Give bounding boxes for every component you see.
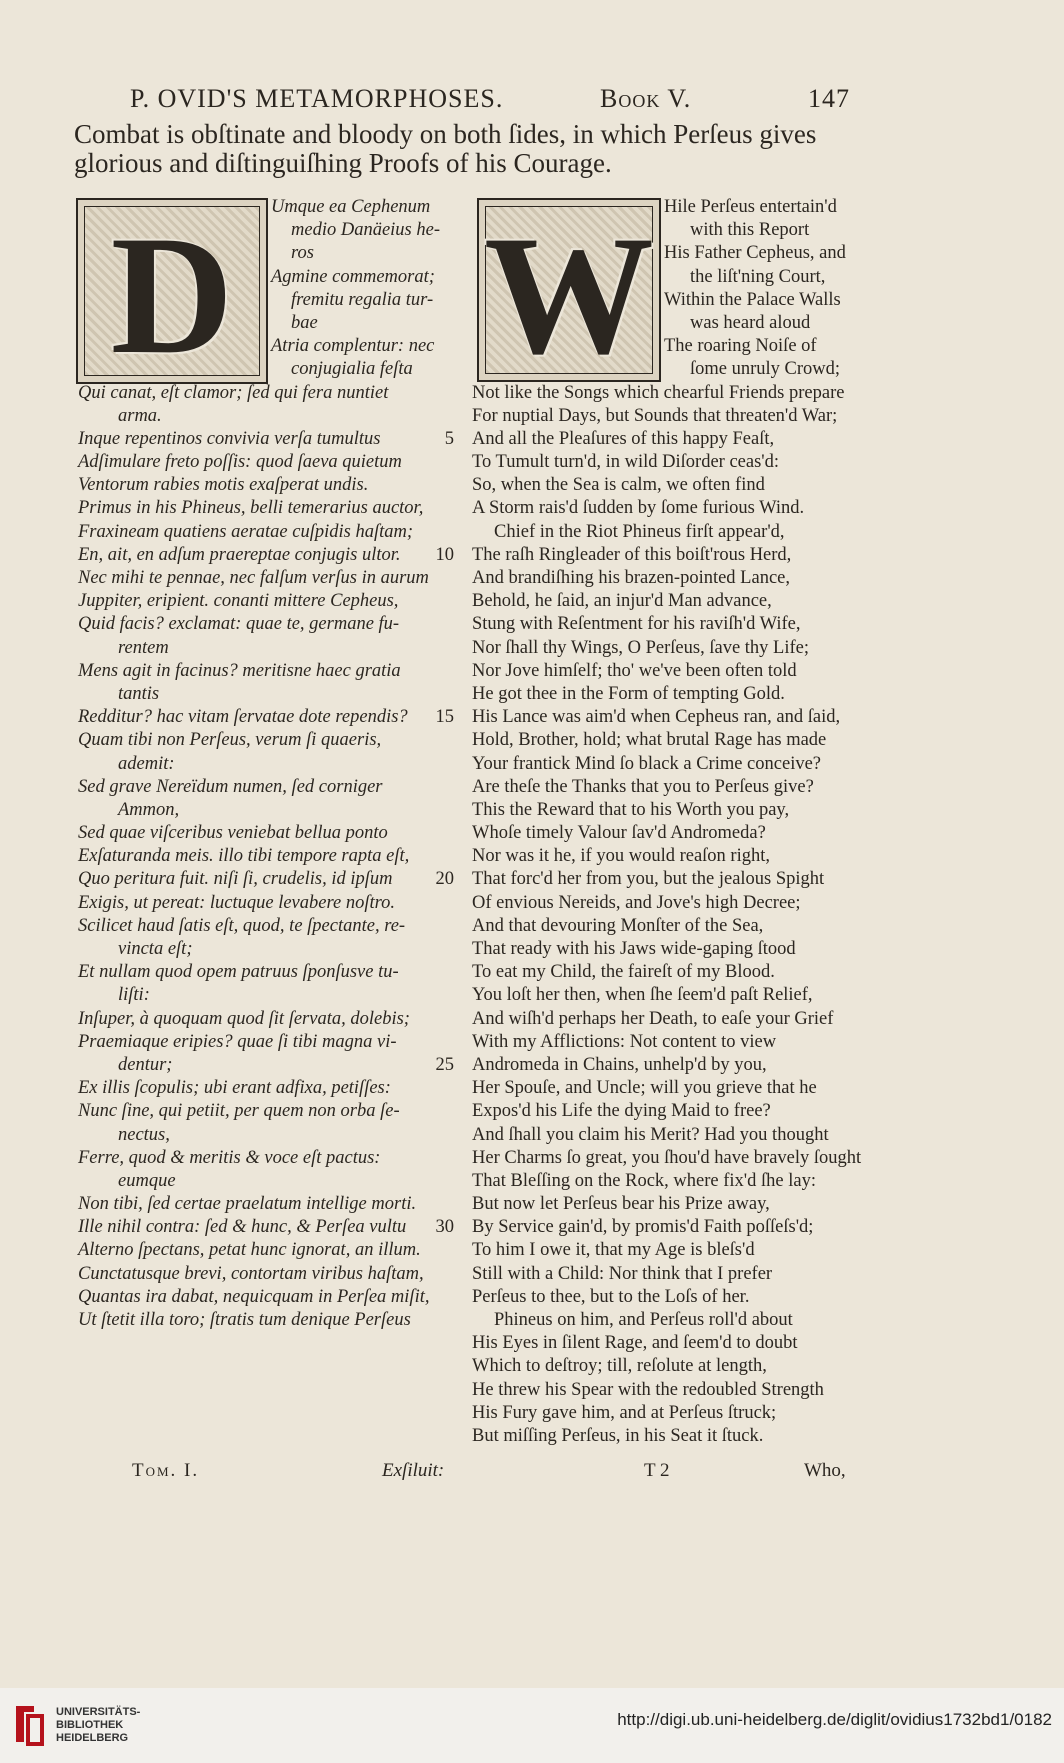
verse-line: Ille nihil contra: ſed & hunc, & Perſea vultu 30 bbox=[78, 1216, 456, 1239]
verse-line: with this Report bbox=[690, 220, 810, 241]
verse-line: Whoſe timely Valour ſav'd Andromeda? bbox=[472, 823, 766, 844]
verse-line: Nunc ſine, qui petiit, per quem non orba ſe- bbox=[78, 1101, 400, 1122]
verse-line: So, when the Sea is calm, we often find bbox=[472, 475, 765, 496]
verse-line: Behold, he ſaid, an injur'd Man advance, bbox=[472, 591, 772, 612]
library-name: UNIVERSITÄTS- BIBLIOTHEK HEIDELBERG bbox=[56, 1706, 141, 1744]
verse-line: Primus in his Phineus, belli temerarius auctor, bbox=[78, 498, 424, 519]
verse-line: Within the Palace Walls bbox=[664, 289, 841, 310]
verse-line: That Bleſſing on the Rock, where fix'd ſhe lay: bbox=[472, 1170, 816, 1191]
verse-line: Stung with Reſentment for his raviſh'd Wife, bbox=[472, 614, 801, 635]
verse-line: By Service gain'd, by promis'd Faith poſſeſs'd; bbox=[472, 1217, 814, 1238]
verse-line: To him I owe it, that my Age is bleſs'd bbox=[472, 1240, 755, 1261]
verse-line: His Eyes in ſilent Rage, and ſeem'd to doubt bbox=[472, 1333, 798, 1354]
verse-line: His Lance was aim'd when Cepheus ran, and ſaid, bbox=[472, 707, 841, 728]
verse-line: Nor Jove himſelf; tho' we've been often told bbox=[472, 660, 797, 681]
verse-line: He threw his Spear with the redoubled Strength bbox=[472, 1379, 824, 1400]
signature-mark: T 2 bbox=[644, 1460, 670, 1481]
verse-line: Hold, Brother, hold; what brutal Rage has made bbox=[472, 730, 827, 751]
verse-line: Scilicet haud ſatis eſt, quod, te ſpectante, re- bbox=[78, 915, 406, 936]
verse-line: En, ait, en adſum praereptae conjugis ultor. 10 bbox=[78, 544, 456, 567]
verse-line: The roaring Noiſe of bbox=[664, 336, 817, 357]
verse-line: Andromeda in Chains, unhelp'd by you, bbox=[472, 1054, 767, 1075]
initial-letter: W bbox=[484, 201, 654, 389]
verse-line: The raſh Ringleader of this boiſt'rous Herd, bbox=[472, 544, 792, 565]
verse-line: ademit: bbox=[118, 753, 175, 774]
verse-line: For nuptial Days, but Sounds that threaten'd War; bbox=[472, 405, 838, 426]
chapter-argument: Combat is obſtinate and bloody on both ſides, in which Perſeus gives glorious and diſtinguiſhing Proofs of his Courage. bbox=[74, 119, 817, 178]
library-logo-icon bbox=[12, 1702, 46, 1748]
verse-line: nectus, bbox=[118, 1124, 170, 1145]
verse-line: fremitu regalia tur- bbox=[291, 289, 434, 310]
verse-line: Non tibi, ſed certae praelatum intellige morti. bbox=[78, 1194, 417, 1215]
verse-line: Fraxineam quatiens aeratae cuſpidis haſtam; bbox=[78, 521, 414, 542]
verse-line: Quam tibi non Perſeus, verum ſi quaeris, bbox=[78, 730, 382, 751]
verse-line: Adſimulare freto poſſis: quod ſaeva quietum bbox=[78, 452, 402, 473]
verse-line: Quo peritura fuit. niſi ſi, crudelis, id ipſum 20 bbox=[78, 868, 456, 891]
verse-line: rentem bbox=[118, 637, 169, 658]
running-header bbox=[130, 84, 850, 114]
line-number: 10 bbox=[435, 544, 454, 565]
verse-line: Nec mihi te pennae, nec falſum verſus in aurum bbox=[78, 568, 429, 588]
verse-line: Expos'd his Life the dying Maid to free? bbox=[472, 1101, 771, 1122]
verse-line: His Father Cepheus, and bbox=[664, 243, 846, 264]
verse-line: Umque ea Cephenum bbox=[271, 197, 431, 217]
line-number: 20 bbox=[435, 869, 454, 890]
verse-line: Praemiaque eripies? quae ſi tibi magna vi- bbox=[78, 1031, 397, 1052]
verse-line: Of envious Nereids, and Jove's high Decree; bbox=[472, 892, 801, 913]
verse-line: Are theſe the Thanks that you to Perſeus give? bbox=[472, 776, 814, 797]
book-label: Book V. bbox=[600, 84, 692, 113]
catchword-latin: Exſiluit: bbox=[382, 1460, 445, 1481]
english-text-column bbox=[472, 196, 862, 1448]
verse-line: Hile Perſeus entertain'd bbox=[664, 197, 837, 217]
line-number: 25 bbox=[435, 1054, 454, 1075]
verse-line: Not like the Songs which chearful Friends prepare bbox=[472, 382, 845, 403]
verse-line: Ferre, quod & meritis & voce eſt pactus: bbox=[78, 1147, 381, 1168]
verse-line: Her Charms ſo great, you ſhou'd have bravely ſought bbox=[472, 1147, 862, 1168]
verse-line: Nor ſhall thy Wings, O Perſeus, ſave thy Life; bbox=[472, 637, 809, 658]
verse-line: conjugialia feſta bbox=[291, 359, 413, 380]
verse-line: A Storm rais'd ſudden by ſome furious Wind. bbox=[472, 498, 805, 519]
verse-line: But now let Perſeus bear his Prize away, bbox=[472, 1194, 770, 1215]
verse-line: was heard aloud bbox=[690, 312, 811, 333]
verse-line: Alterno ſpectans, petat hunc ignorat, an illum. bbox=[78, 1240, 421, 1261]
verse-line: Quid facis? exclamat: quae te, germane fu- bbox=[78, 614, 400, 635]
verse-line: You loſt her then, when ſhe ſeem'd paſt Relief, bbox=[472, 985, 813, 1006]
verse-line: Nor was it he, if you would reaſon right, bbox=[472, 846, 770, 867]
verse-line: tantis bbox=[118, 683, 160, 704]
verse-line: But miſſing Perſeus, in his Seat it ſtuck. bbox=[472, 1425, 764, 1446]
verse-line: Sed quae viſceribus veniebat bellua ponto bbox=[78, 823, 388, 844]
verse-line: ſome unruly Crowd; bbox=[690, 359, 841, 380]
verse-line: dentur; 25 bbox=[78, 1054, 456, 1077]
verse-line: That forc'd her from you, but the jealous Spight bbox=[472, 869, 825, 890]
verse-line: Redditur? hac vitam ſervatae dote rependis? 15 bbox=[78, 706, 456, 729]
verse-line: vincta eſt; bbox=[118, 939, 193, 959]
verse-line: With my Afflictions: Not content to view bbox=[472, 1031, 777, 1052]
verse-line: Inque repentinos convivia verſa tumultus 5 bbox=[78, 428, 456, 451]
verse-line: medio Danäeius he- bbox=[291, 220, 440, 241]
verse-line: Atria complentur: nec bbox=[271, 336, 435, 357]
verse-line: Perſeus to thee, but to the Loſs of her. bbox=[472, 1286, 750, 1307]
verse-line: Ex illis ſcopulis; ubi erant adfixa, petiſſes: bbox=[78, 1078, 391, 1099]
verse-line: bae bbox=[291, 312, 318, 333]
verse-line: And all the Pleaſures of this happy Feaſt, bbox=[472, 428, 775, 449]
verse-line: Cunctatusque brevi, contortam viribus haſtam, bbox=[78, 1263, 424, 1284]
source-url-link[interactable]: http://digi.ub.uni-heidelberg.de/diglit/ovidius1732bd1/0182 bbox=[617, 1710, 1052, 1729]
verse-line: Juppiter, eripient. conanti mittere Cepheus, bbox=[78, 591, 399, 612]
verse-line: ros bbox=[291, 243, 314, 264]
verse-line: Her Spouſe, and Uncle; will you grieve that he bbox=[472, 1078, 817, 1099]
line-number: 5 bbox=[444, 428, 454, 449]
verse-line: arma. bbox=[118, 405, 162, 426]
verse-line: Agmine commemorat; bbox=[271, 266, 435, 287]
verse-line: He got thee in the Form of tempting Gold. bbox=[472, 683, 785, 704]
verse-line: Exſaturanda meis. illo tibi tempore rapta eſt, bbox=[78, 846, 410, 867]
verse-line: This the Reward that to his Worth you pay, bbox=[472, 799, 790, 820]
verse-line: That ready with his Jaws wide-gaping ſtood bbox=[472, 939, 796, 959]
page-number: 147 bbox=[808, 84, 850, 113]
verse-line: And brandiſhing his brazen-pointed Lance, bbox=[472, 568, 790, 588]
verse-line: Qui canat, eſt clamor; ſed qui fera nuntiet bbox=[78, 382, 389, 403]
catchword-english: Who, bbox=[804, 1460, 846, 1481]
verse-line: Sed grave Nereïdum numen, ſed corniger bbox=[78, 776, 383, 797]
verse-line: To eat my Child, the faireſt of my Blood. bbox=[472, 962, 775, 983]
line-number: 15 bbox=[435, 707, 454, 728]
verse-line: Mens agit in facinus? meritisne haec gratia bbox=[78, 660, 401, 681]
latin-text-column bbox=[78, 196, 456, 1332]
verse-line: And ſhall you claim his Merit? Had you thought bbox=[472, 1124, 829, 1145]
initial-letter: D bbox=[110, 201, 234, 389]
verse-line: Chief in the Riot Phineus firſt appear'd, bbox=[494, 521, 785, 542]
verse-line: Still with a Child: Nor think that I prefer bbox=[472, 1263, 773, 1284]
verse-line: Ventorum rabies motis exaſperat undis. bbox=[78, 475, 369, 496]
verse-line: eumque bbox=[118, 1170, 176, 1191]
verse-line: liſti: bbox=[118, 985, 150, 1006]
verse-line: the liſt'ning Court, bbox=[690, 266, 826, 287]
running-title: P. OVID'S METAMORPHOSES. bbox=[130, 84, 504, 113]
verse-line: Phineus on him, and Perſeus roll'd about bbox=[494, 1310, 793, 1330]
verse-line: Exigis, ut pereat: luctuque levabere noſtro. bbox=[78, 892, 395, 913]
verse-line: Quantas ira dabat, nequicquam in Perſea miſit, bbox=[78, 1286, 430, 1307]
volume-label: Tom. I. bbox=[132, 1460, 200, 1481]
verse-line: And wiſh'd perhaps her Death, to eaſe your Grief bbox=[472, 1008, 834, 1029]
verse-line: Your frantick Mind ſo black a Crime conceive? bbox=[472, 753, 822, 774]
verse-line: His Fury gave him, and at Perſeus ſtruck; bbox=[472, 1402, 777, 1423]
verse-line: To Tumult turn'd, in wild Diſorder ceas'd: bbox=[472, 452, 780, 473]
verse-line: And that devouring Monſter of the Sea, bbox=[472, 915, 764, 936]
verse-line: Which to deſtroy; till, reſolute at length, bbox=[472, 1356, 767, 1377]
verse-line: Ut ſtetit illa toro; ſtratis tum denique Perſeus bbox=[78, 1310, 411, 1330]
verse-line: Inſuper, à quoquam quod ſit ſervata, dolebis; bbox=[78, 1008, 410, 1029]
verse-line: Ammon, bbox=[118, 799, 180, 820]
line-number: 30 bbox=[435, 1217, 454, 1238]
verse-line: Et nullam quod opem patruus ſponſusve tu- bbox=[78, 962, 399, 983]
